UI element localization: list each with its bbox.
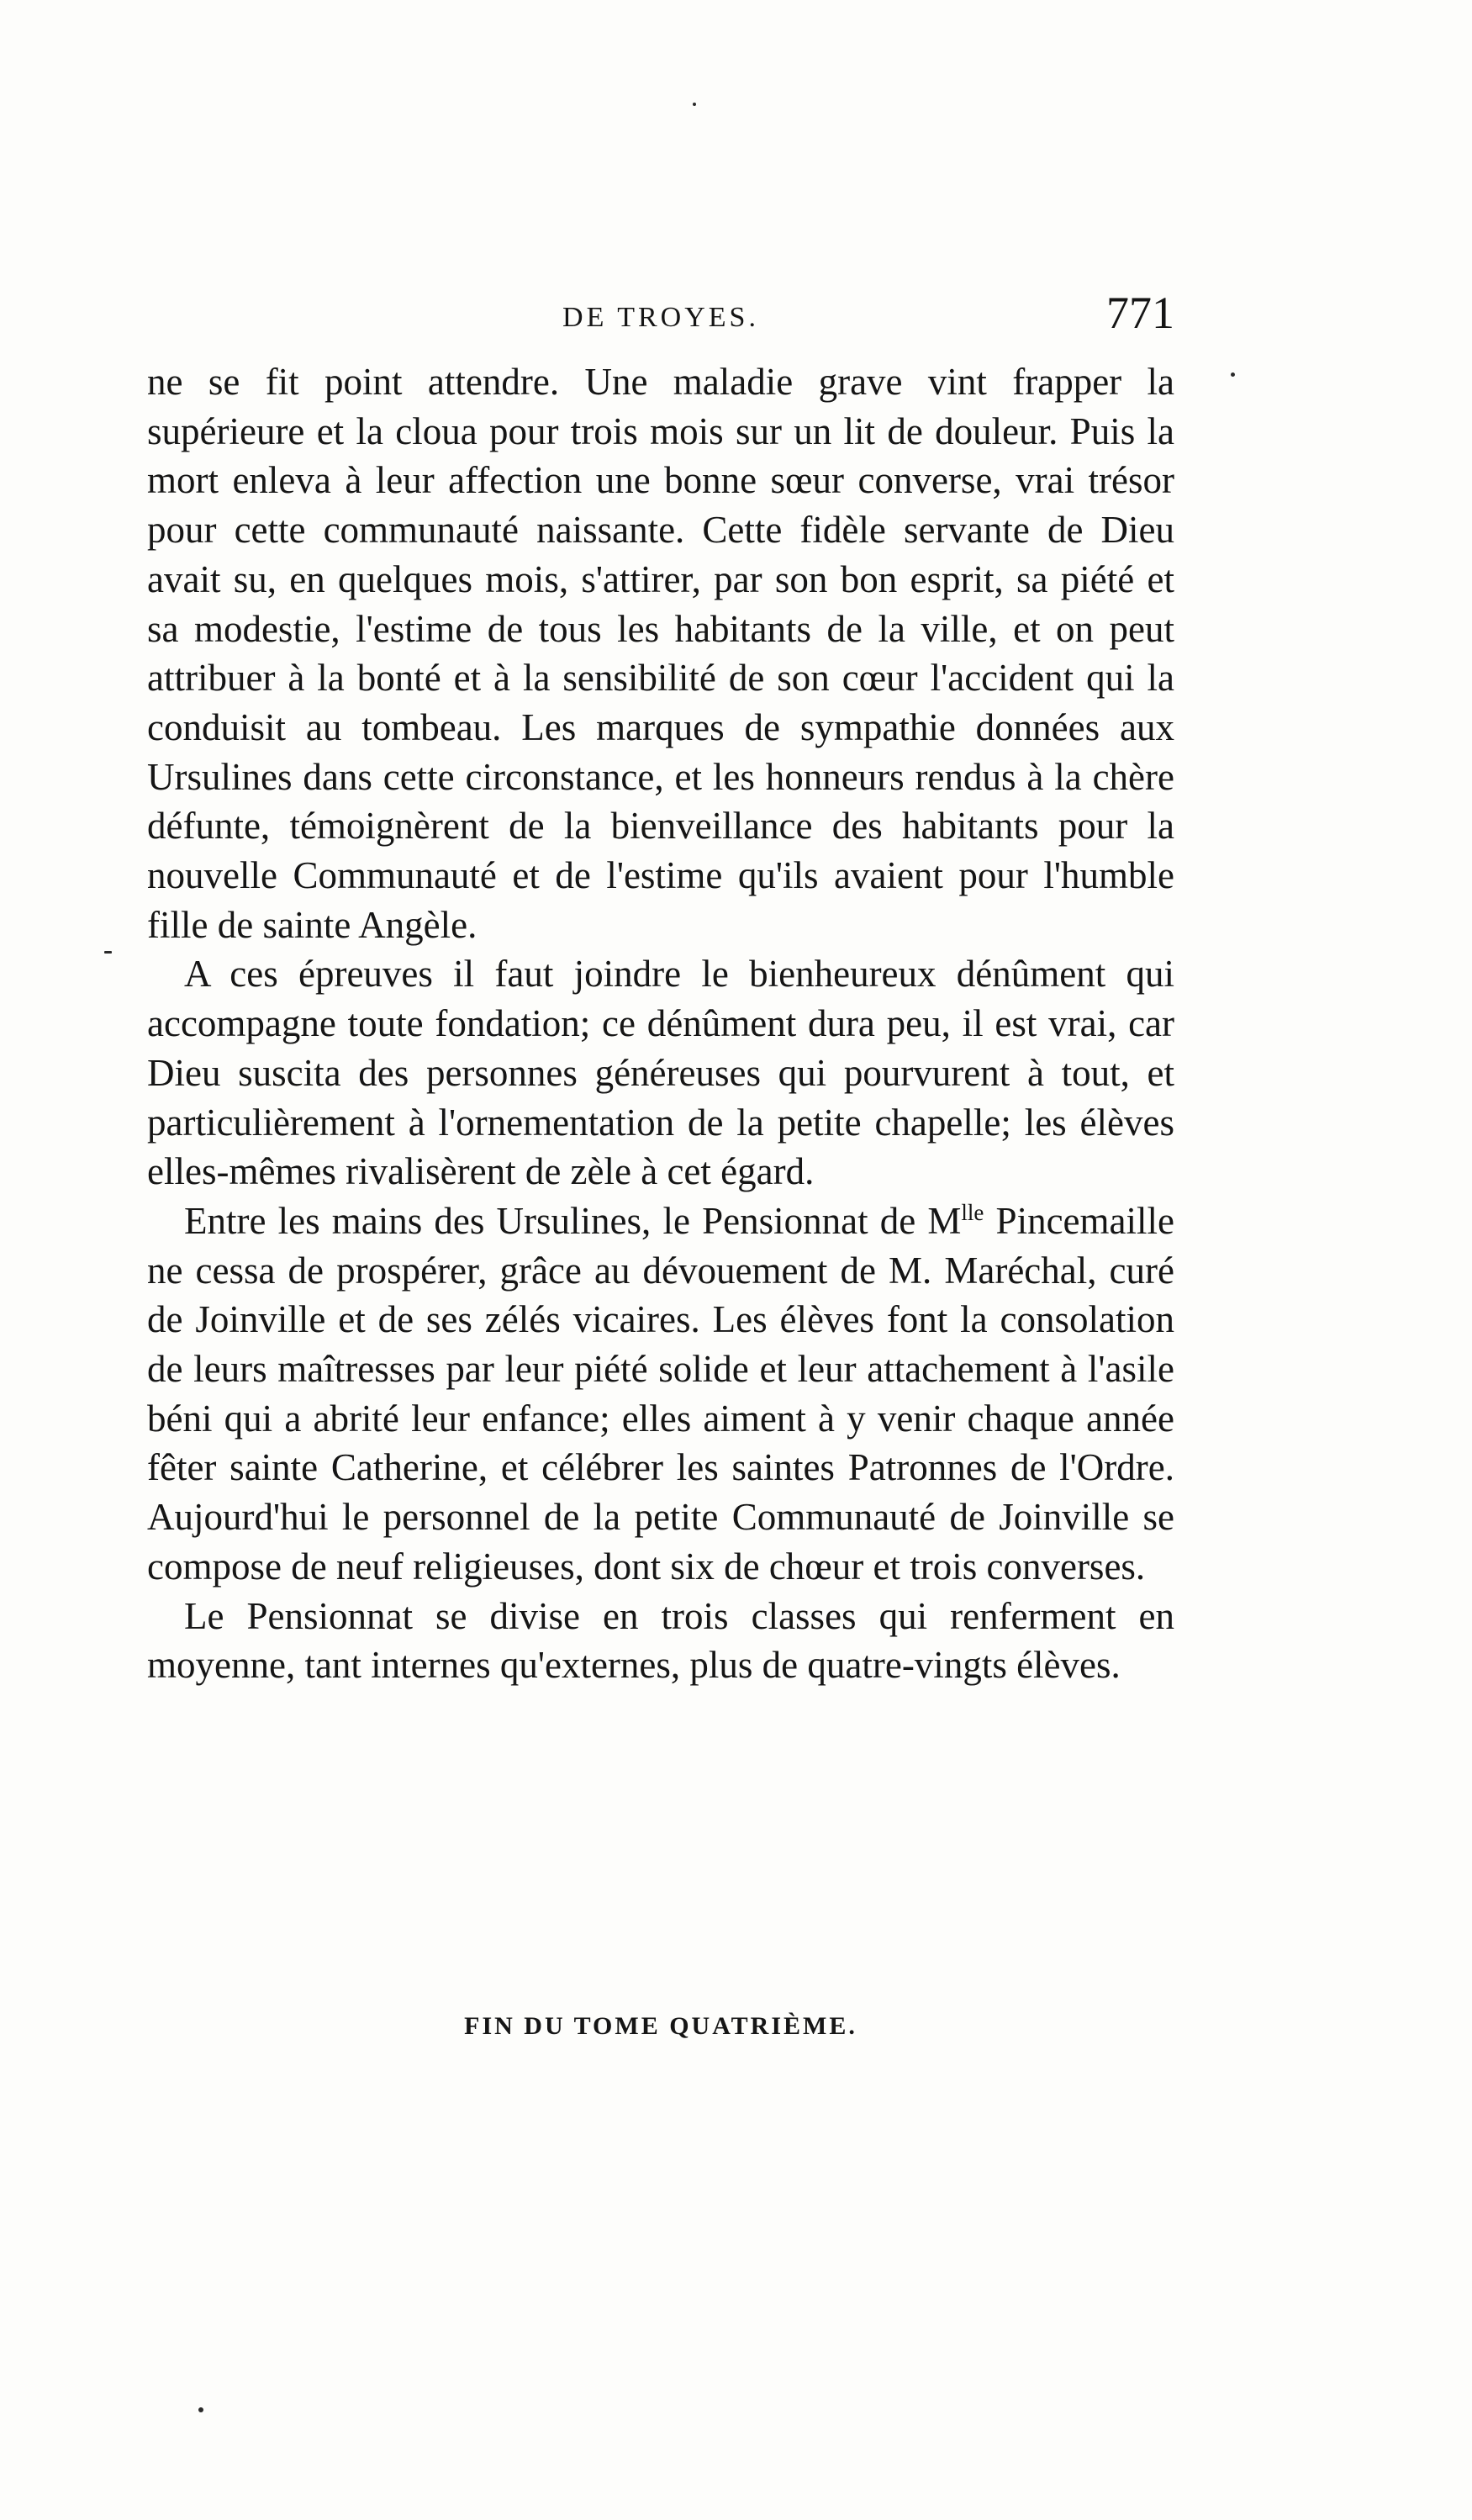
scan-speck bbox=[1231, 372, 1235, 377]
scan-speck bbox=[198, 2407, 203, 2412]
superscript-abbreviation: lle bbox=[961, 1199, 984, 1225]
running-head bbox=[147, 290, 1174, 349]
page-number: 771 bbox=[1106, 288, 1174, 338]
paragraph-3 bbox=[147, 1197, 1174, 1592]
paragraph-3-start: Entre les mains des Ursulines, le Pensionnat de M bbox=[184, 1199, 962, 1242]
paragraph-4: Le Pensionnat se divise en trois classes qui renferment en moyenne, tant internes qu'externes, plus de quatre-vingts élèves. bbox=[147, 1594, 1174, 1687]
end-note: FIN DU TOME QUATRIÈME. bbox=[464, 2012, 857, 2040]
body-text bbox=[147, 357, 1174, 1690]
running-title: DE TROYES. bbox=[562, 302, 759, 333]
scan-speck bbox=[104, 951, 112, 954]
paragraph-2: A ces épreuves il faut joindre le bienheureux dénûment qui accompagne toute fondation; ce dénûment dura peu, il est vrai, car Dieu suscita des personnes généreuses qui pourvurent à tout, et particulièrement à l'ornementation de la petite chapelle; les élèves elles-mêmes rivalisèrent de zèle à cet égard. bbox=[147, 953, 1174, 1193]
paragraph-1: ne se fit point attendre. Une maladie grave vint frapper la supérieure et la cloua pour trois mois sur un lit de douleur. Puis la mort enleva à leur affection une bonne sœur converse, vrai trésor pour cette communauté naissante. Cette fidèle servante de Dieu avait su, en quelques mois, s'attirer, par son bon esprit, sa piété et sa modestie, l'estime de tous les habitants de la ville, et on peut attribuer à la bonté et à la sensibilité de son cœur l'accident qui la conduisit au tombeau. Les marques de sympathie données aux Ursulines dans cette circonstance, et les honneurs rendus à la chère défunte, témoignèrent de la bienveillance des habitants pour la nouvelle Communauté et de l'estime qu'ils avaient pour l'humble fille de sainte Angèle. bbox=[147, 361, 1174, 946]
scan-speck bbox=[693, 103, 696, 106]
paragraph-3-end: Pincemaille ne cessa de prospérer, grâce au dévouement de M. Maréchal, curé de Joinville et de ses zélés vicaires. Les élèves font la consolation de leurs maîtresses par leur piété solide et leur attachement à l'asile béni qui a abrité leur enfance; elles aiment à y venir chaque année fêter sainte Catherine, et célébrer les saintes Patronnes de l'Ordre. Aujourd'hui le personnel de la petite Communauté de Joinville se compose de neuf religieuses, dont six de chœur et trois converses. bbox=[147, 1199, 1174, 1588]
